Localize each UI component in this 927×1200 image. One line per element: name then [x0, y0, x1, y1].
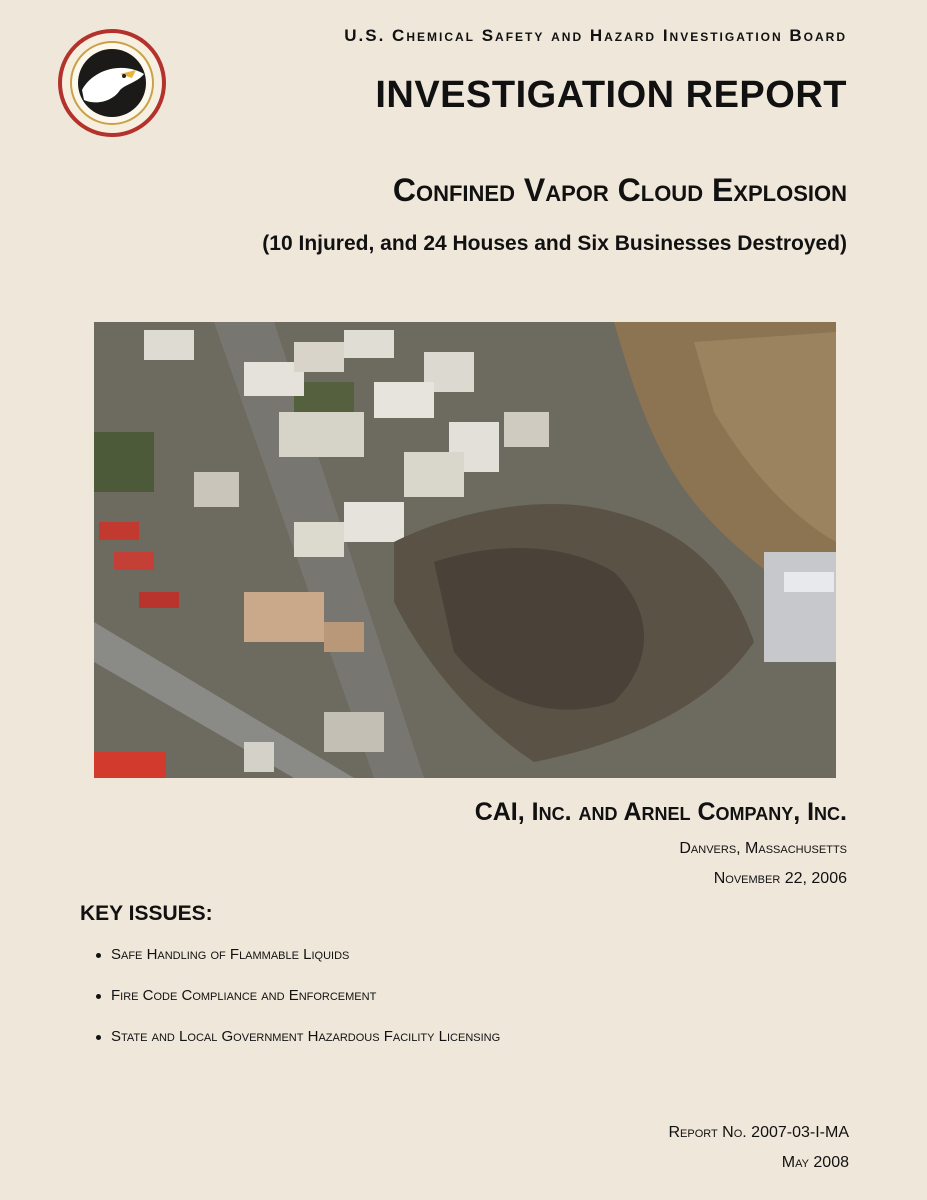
report-subtitle: (10 Injured, and 24 Houses and Six Businesses Destroyed) — [262, 232, 847, 255]
report-title: Confined Vapor Cloud Explosion — [392, 172, 847, 208]
bullet-icon — [96, 994, 101, 999]
list-item — [96, 1028, 500, 1069]
bullet-icon — [96, 953, 101, 958]
aerial-explosion-site-photo — [94, 322, 836, 778]
key-issue-text: Fire Code Compliance and Enforcement — [111, 987, 377, 1004]
incident-location: Danvers, Massachusetts — [679, 840, 847, 857]
eagle-seal-icon — [54, 28, 170, 138]
report-number: Report No. 2007-03-I-MA — [668, 1124, 849, 1141]
agency-name: U.S. Chemical Safety and Hazard Investigation Board — [344, 26, 847, 45]
publication-date: May 2008 — [781, 1154, 849, 1171]
report-type-heading: INVESTIGATION REPORT — [375, 74, 847, 116]
list-item — [96, 987, 500, 1028]
bullet-icon — [96, 1035, 101, 1040]
key-issues-list — [96, 946, 500, 1069]
key-issue-text: Safe Handling of Flammable Liquids — [111, 946, 350, 963]
key-issues-heading: KEY ISSUES: — [80, 902, 213, 925]
incident-date: November 22, 2006 — [713, 870, 847, 887]
company-name: CAI, Inc. and Arnel Company, Inc. — [474, 798, 847, 826]
key-issue-text: State and Local Government Hazardous Facility Licensing — [111, 1028, 501, 1045]
list-item — [96, 946, 500, 987]
